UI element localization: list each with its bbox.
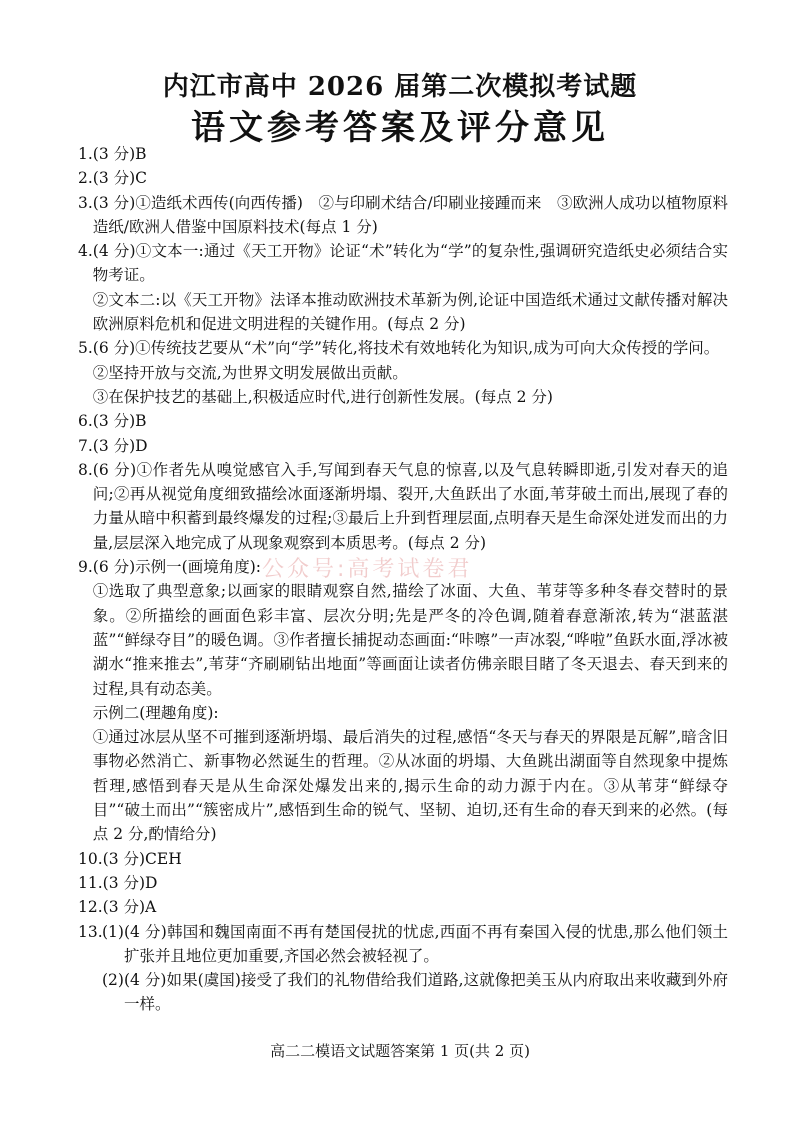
subpart-text: (4 分)如果(虞国)接受了我们的礼物借给我们道路,这就像把美玉从内府取出来收藏到外府一样。 [123, 971, 728, 1014]
answer-text: (6 分)①作者先从嗅觉感官入手,写闻到春天气息的惊喜,以及气息转瞬即逝,引发对春天的追问;②再从视觉角度细致描绘冰面逐渐坍塌、裂开,大鱼跃出了水面,苇芽破土而出,展现了春的力量从暗中积蓄到最终爆发的过程;③最后上升到哲理层面,点明春天是生命深处迸发而出的力量,层层深入地完成了从现象观察到本质思考。(每点 2 分) [92, 460, 728, 552]
answer-text: (4 分)①文本一:通过《天工开物》论证“术”转化为“学”的复杂性,强调研究造纸史必须结合实物考证。 [92, 242, 728, 285]
answer-text: (3 分)C [92, 169, 148, 188]
answer-text-extra: ②坚持开放与交流,为世界文明发展做出贡献。 [92, 363, 408, 382]
answer-number: 4. [78, 242, 93, 261]
answer-text: (3 分)A [102, 898, 157, 917]
answer-subpart-2 [102, 968, 728, 1017]
answer-number: 12. [78, 898, 103, 917]
answer-number: 10. [78, 849, 103, 868]
watermark: 公众号:高考试卷君 [262, 557, 473, 582]
answer-number: 5. [78, 339, 93, 358]
answer-item-12 [78, 895, 728, 919]
answer-text: (3 分)B [92, 145, 147, 163]
answer-item-8 [78, 458, 728, 555]
exam-title: 内江市高中 2026 届第二次模拟考试题 [162, 72, 638, 102]
page-footer: 高二二模语文试题答案第 1 页(共 2 页) [270, 1042, 530, 1060]
answer-number: 6. [78, 412, 93, 431]
answer-number: 13. [78, 922, 103, 941]
answer-text-extra: 示例二(理趣角度): [92, 703, 219, 722]
subpart-text: (4 分)韩国和魏国南面不再有楚国侵扰的忧虑,西面不再有秦国入侵的忧患,那么他们领土扩张并且地位更加重要,齐国必然会被轻视了。 [123, 922, 728, 965]
answer-text: (3 分)D [102, 873, 158, 892]
answer-item-7 [78, 434, 728, 458]
answer-item-2 [78, 166, 728, 190]
answer-number: 7. [78, 436, 93, 455]
answer-number: 3. [78, 193, 93, 212]
answer-item-13 [78, 920, 728, 1017]
answer-text-extra: ①通过冰层从坚不可摧到逐渐坍塌、最后消失的过程,感悟“冬天与春天的界限是瓦解”,暗含旧事物必然消亡、新事物必然诞生的哲理。②从冰面的坍塌、大鱼跳出湖面等自然现象中提炼哲理,感悟到春天是从生命深处爆发出来的,揭示生命的动力源于内在。③从苇芽“鲜绿夺目”“破土而出”“簇密成片”,感悟到生命的锐气、坚韧、迫切,还有生命的春天到来的必然。(每点 2 分,酌情给分) [92, 728, 728, 844]
answer-number: 9. [78, 558, 93, 577]
answer-number: 1. [78, 145, 93, 163]
answer-number: 8. [78, 460, 93, 479]
answer-text: (6 分)示例一(画境角度): [92, 558, 261, 577]
answer-item-1 [78, 142, 728, 166]
answer-text: (3 分)①造纸术西传(向西传播) ②与印刷术结合/印刷业接踵而来 ③欧洲人成功以植物原料造纸/欧洲人借鉴中国原料技术(每点 1 分) [92, 193, 728, 236]
answer-text-extra: ②文本二:以《天工开物》法译本推动欧洲技术革新为例,论证中国造纸术通过文献传播对解决欧洲原料危机和促进文明进程的关键作用。(每点 2 分) [92, 290, 728, 334]
answer-item-10 [78, 847, 728, 871]
answer-item-6 [78, 409, 728, 433]
answer-item-4 [78, 239, 728, 336]
answer-subpart-1 [102, 920, 728, 969]
answer-item-9 [78, 555, 728, 847]
answer-text: (3 分)D [92, 436, 148, 455]
subpart-label: (1) [102, 922, 124, 941]
answer-title: 语文参考答案及评分意见 [191, 108, 609, 148]
subpart-label: (2) [102, 971, 124, 990]
answer-item-3 [78, 191, 728, 240]
answer-text-extra: ③在保护技艺的基础上,积极适应时代,进行创新性发展。(每点 2 分) [92, 387, 553, 406]
answer-item-11 [78, 871, 728, 895]
answer-text: (6 分)①传统技艺要从“术”向“学”转化,将技术有效地转化为知识,成为可向大众传授的学问。 [92, 339, 720, 358]
answer-item-5 [78, 336, 728, 409]
answer-text: (3 分)CEH [102, 849, 182, 868]
answer-number: 11. [78, 873, 103, 892]
answer-text: (3 分)B [92, 412, 147, 431]
answer-number: 2. [78, 169, 93, 188]
answer-text-extra: ①选取了典型意象;以画家的眼睛观察自然,描绘了冰面、大鱼、苇芽等多种冬春交替时的景象。②所描绘的画面色彩丰富、层次分明;先是严冬的冷色调,随着春意渐浓,转为“湛蓝湛蓝”“鲜绿夺目”的暖色调。③作者擅长捕捉动态画面:“咔嚓”一声冰裂,“哗啦”鱼跃水面,浮冰被湖水“推来推去”,苇芽“齐刷刷钻出地面”等画面让读者仿佛亲眼目睹了冬天退去、春天到来的过程,具有动态美。 [92, 582, 728, 698]
